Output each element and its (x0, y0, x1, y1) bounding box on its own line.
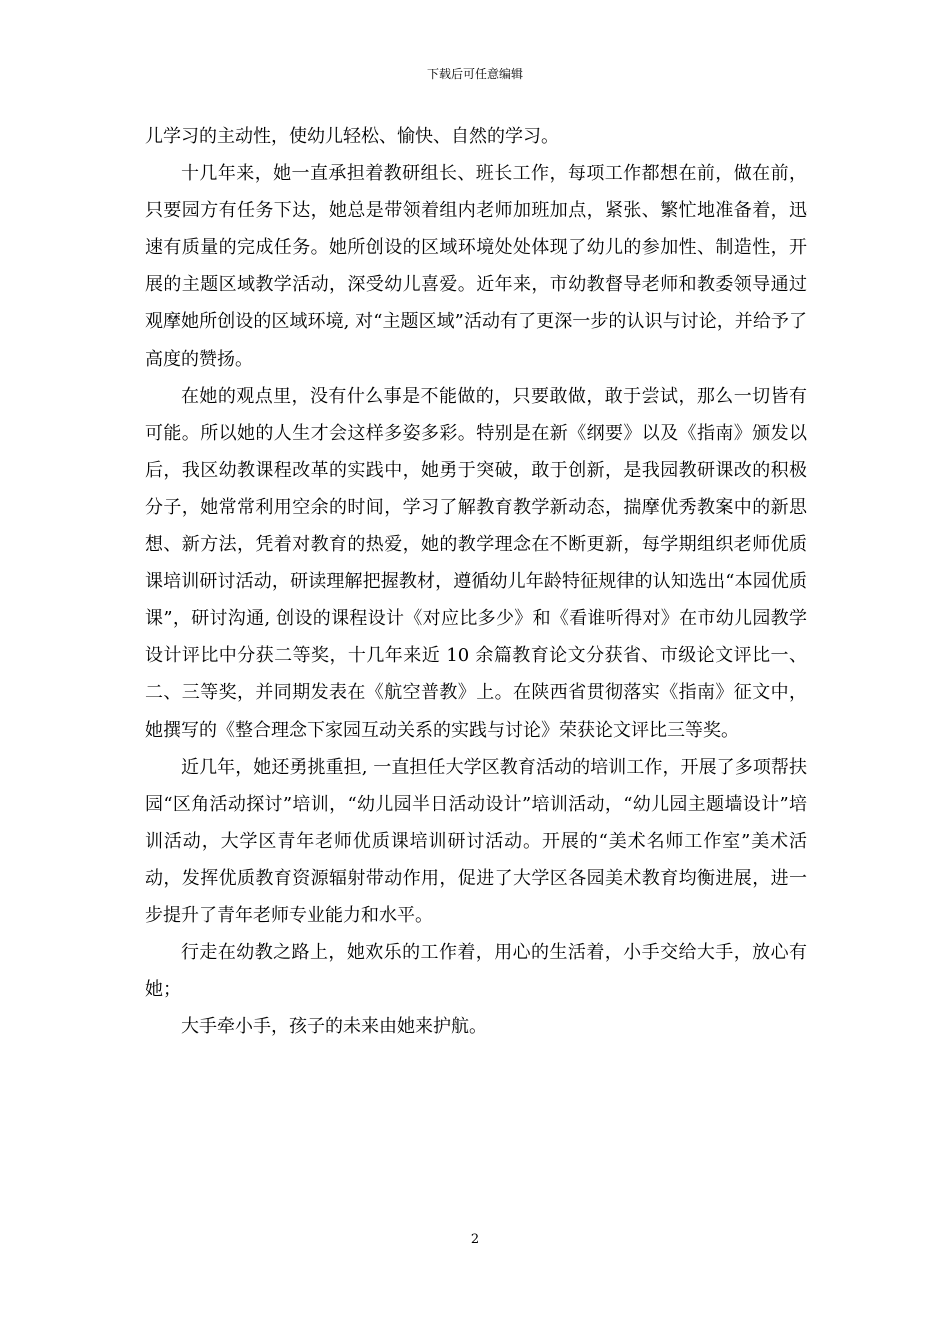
page-header: 下载后可任意编辑 (426, 67, 523, 81)
page-number: 2 (470, 1232, 480, 1247)
body-text (145, 118, 807, 1045)
paragraph: 行走在幼教之路上，她欢乐的工作着，用心的生活着，小手交给大手，放心有她； (145, 942, 807, 1001)
paragraph: 近几年，她还勇挑重担, 一直担任大学区教育活动的培训工作，开展了多项帮扶园“区角活动探讨”培训，“幼儿园半日活动设计”培训活动，“幼儿园主题墙设计”培训活动，大学区青年老师优质课培训研讨活动。开展的“美术名师工作室”美术活动，发挥优质教育资源辐射带动作用，促进了大学区各园美术教育均衡进展，进一步提升了青年老师专业能力和水平。 (145, 756, 807, 926)
paragraph: 在她的观点里，没有什么事是不能做的，只要敢做，敢于尝试，那么一切皆有可能。所以她的人生才会这样多姿多彩。特别是在新《纲要》以及《指南》颁发以后，我区幼教课程改革的实践中，她勇于突破，敢于创新，是我园教研课改的积极分子，她常常利用空余的时间，学习了解教育教学新动态，揣摩优秀教案中的新思想、新方法，凭着对教育的热爱，她的教学理念在不断更新，每学期组织老师优质课培训研讨活动，研读理解把握教材，遵循幼儿年龄特征规律的认知选出“本园优质课”，研讨沟通, 创设的课程设计《对应比多少》和《看谁听得对》在市幼儿园教学设计评比中分获二等奖，十几年来近 10 余篇教育论文分获省、市级论文评比一、二、三等奖，并同期发表在《航空普教》上。在陕西省贯彻落实《指南》征文中，她撰写的《整合理念下家园互动关系的实践与讨论》荣获论文评比三等奖。 (145, 385, 807, 741)
paragraph-continuation: 儿学习的主动性，使幼儿轻松、愉快、自然的学习。 (145, 126, 559, 147)
paragraph: 十几年来，她一直承担着教研组长、班长工作，每项工作都想在前，做在前，只要园方有任务下达，她总是带领着组内老师加班加点，紧张、繁忙地准备着，迅速有质量的完成任务。她所创设的区域环境处处体现了幼儿的参加性、制造性，开展的主题区域教学活动，深受幼儿喜爱。近年来，市幼教督导老师和教委领导通过观摩她所创设的区域环境, 对“主题区域”活动有了更深一步的认识与讨论，并给予了高度的赞扬。 (145, 163, 807, 370)
paragraph: 大手牵小手，孩子的未来由她来护航。 (181, 1016, 487, 1038)
